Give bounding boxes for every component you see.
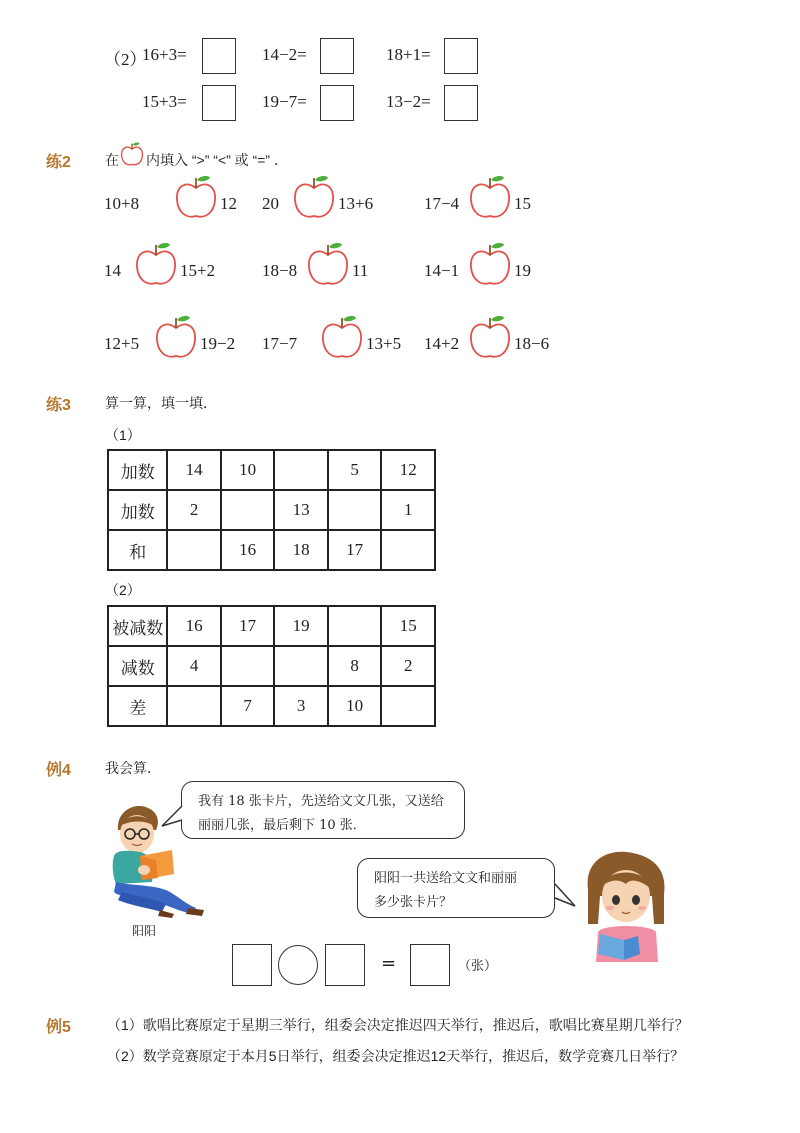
apple-answer-slot[interactable] xyxy=(154,314,198,360)
table-row xyxy=(108,646,435,686)
table-cell[interactable] xyxy=(221,490,275,530)
compare-left: 14 xyxy=(104,261,121,280)
apple-answer-slot[interactable] xyxy=(306,241,350,287)
table-row xyxy=(108,530,435,570)
question-1: （1）歌唱比赛原定于星期三举行，组委会决定推迟四天举行，推迟后，歌唱比赛星期几举行？ xyxy=(107,1017,689,1033)
bubble-line: 多少张卡片？ xyxy=(374,895,453,910)
row-header: 和 xyxy=(108,530,167,570)
table-cell: 4 xyxy=(167,646,221,686)
compare-left: 18−8 xyxy=(262,261,298,280)
instruction-prefix: 在 xyxy=(105,152,119,168)
table-cell: 17 xyxy=(328,530,382,570)
apple-answer-slot[interactable] xyxy=(134,241,178,287)
table-row xyxy=(108,450,435,490)
answer-box[interactable] xyxy=(320,38,354,74)
table-cell: 10 xyxy=(328,686,382,726)
table-cell: 5 xyxy=(328,450,382,490)
part-label: （2） xyxy=(104,50,147,69)
instruction-text: 我会算． xyxy=(105,760,161,776)
compare-left: 10+8 xyxy=(104,194,140,213)
compare-right: 13+6 xyxy=(338,194,374,213)
exercise-tag: 练3 xyxy=(46,397,71,414)
answer-box[interactable] xyxy=(410,944,450,986)
answer-box[interactable] xyxy=(325,944,365,986)
table-cell: 10 xyxy=(221,450,275,490)
table-cell[interactable] xyxy=(167,530,221,570)
equation-3: 18+1= xyxy=(386,45,431,64)
answer-box[interactable] xyxy=(444,85,478,121)
apple-answer-slot[interactable] xyxy=(468,314,512,360)
table-cell[interactable] xyxy=(381,686,435,726)
table-row xyxy=(108,686,435,726)
bubble-tail xyxy=(553,880,577,910)
answer-box[interactable] xyxy=(202,38,236,74)
bubble-tail xyxy=(160,800,184,830)
equals-sign: = xyxy=(381,953,397,974)
compare-right: 15 xyxy=(514,194,531,213)
compare-right: 19−2 xyxy=(200,334,236,353)
compare-right: 15+2 xyxy=(180,261,216,280)
table-cell: 8 xyxy=(328,646,382,686)
apple-answer-slot[interactable] xyxy=(320,314,364,360)
speech-bubble-boy xyxy=(181,781,465,839)
table-cell[interactable] xyxy=(328,606,382,646)
apple-answer-slot[interactable] xyxy=(174,174,218,220)
table-cell: 2 xyxy=(167,490,221,530)
equation-1: 16+3= xyxy=(142,45,187,64)
table-cell[interactable] xyxy=(328,490,382,530)
example-tag: 例4 xyxy=(46,762,71,779)
apple-answer-slot[interactable] xyxy=(292,174,336,220)
table-cell: 3 xyxy=(274,686,328,726)
compare-left: 12+5 xyxy=(104,334,140,353)
row-header: 被减数 xyxy=(108,606,167,646)
row-header: 加数 xyxy=(108,490,167,530)
row-header: 差 xyxy=(108,686,167,726)
compare-right: 18−6 xyxy=(514,334,550,353)
table-cell[interactable] xyxy=(381,530,435,570)
bubble-line: 我有 18 张卡片，先送给文文几张，又送给 xyxy=(198,794,444,809)
answer-box[interactable] xyxy=(202,85,236,121)
compare-right: 19 xyxy=(514,261,531,280)
row-header: 减数 xyxy=(108,646,167,686)
speech-bubble-girl xyxy=(357,858,555,918)
table-cell[interactable] xyxy=(167,686,221,726)
table-cell: 16 xyxy=(167,606,221,646)
table-row xyxy=(108,490,435,530)
girl-reading-illustration xyxy=(578,850,674,962)
table-label: （2） xyxy=(105,582,141,598)
example-tag: 例5 xyxy=(46,1019,71,1036)
table-cell: 13 xyxy=(274,490,328,530)
instruction-text: 内填入 “>” “<” 或 “=” ． xyxy=(146,152,288,168)
equation-2: 14−2= xyxy=(262,45,307,64)
unit-label: （张） xyxy=(458,958,498,973)
answer-box[interactable] xyxy=(444,38,478,74)
table-cell: 1 xyxy=(381,490,435,530)
bubble-line: 丽丽几张，最后剩下 10 张． xyxy=(198,818,366,833)
exercise-tag: 练2 xyxy=(46,154,71,171)
addition-table xyxy=(107,449,436,571)
table-cell[interactable] xyxy=(221,646,275,686)
apple-icon xyxy=(120,141,144,167)
equation-6: 13−2= xyxy=(386,92,431,111)
compare-left: 14−1 xyxy=(424,261,460,280)
compare-right: 13+5 xyxy=(366,334,402,353)
table-cell: 15 xyxy=(381,606,435,646)
equation-5: 19−7= xyxy=(262,92,307,111)
table-label: （1） xyxy=(105,427,141,443)
table-cell: 18 xyxy=(274,530,328,570)
table-cell: 7 xyxy=(221,686,275,726)
table-cell: 12 xyxy=(381,450,435,490)
table-cell[interactable] xyxy=(274,646,328,686)
apple-answer-slot[interactable] xyxy=(468,174,512,220)
compare-left: 20 xyxy=(262,194,279,213)
table-cell: 17 xyxy=(221,606,275,646)
answer-box[interactable] xyxy=(232,944,272,986)
compare-right: 12 xyxy=(220,194,237,213)
table-cell: 16 xyxy=(221,530,275,570)
boy-name: 阳阳 xyxy=(132,924,157,938)
operator-circle[interactable] xyxy=(278,945,318,985)
compare-left: 17−4 xyxy=(424,194,460,213)
table-cell: 19 xyxy=(274,606,328,646)
compare-left: 17−7 xyxy=(262,334,298,353)
apple-answer-slot[interactable] xyxy=(468,241,512,287)
bubble-line: 阳阳一共送给文文和丽丽 xyxy=(374,871,518,886)
table-cell: 2 xyxy=(381,646,435,686)
equation-4: 15+3= xyxy=(142,92,187,111)
instruction-text: 算一算，填一填． xyxy=(105,395,217,411)
row-header: 加数 xyxy=(108,450,167,490)
compare-right: 11 xyxy=(352,261,369,280)
question-2: （2）数学竞赛原定于本月5日举行，组委会决定推迟12天举行，推迟后，数学竞赛几日举行？ xyxy=(107,1048,685,1064)
table-row xyxy=(108,606,435,646)
compare-left: 14+2 xyxy=(424,334,460,353)
table-cell[interactable] xyxy=(274,450,328,490)
answer-box[interactable] xyxy=(320,85,354,121)
subtraction-table xyxy=(107,605,436,727)
table-cell: 14 xyxy=(167,450,221,490)
